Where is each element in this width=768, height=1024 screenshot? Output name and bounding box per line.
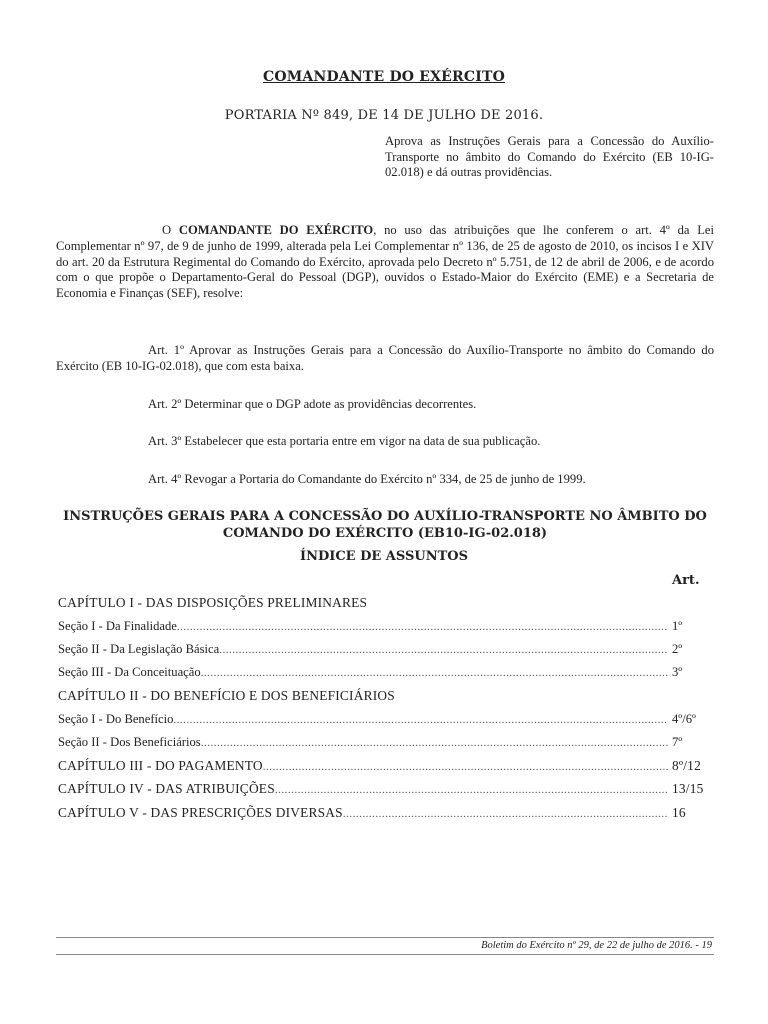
article-1: Art. 1º Aprovar as Instruções Gerais para a Concessão do Auxílio-Transporte no âmbito do Comando do Exército (EB 10-IG-02.018), que com esta baixa. bbox=[56, 343, 714, 373]
article-2: Art. 2º Determinar que o DGP adote as providências decorrentes. bbox=[148, 397, 477, 411]
footer-rule-top bbox=[56, 937, 714, 938]
toc-leader bbox=[201, 737, 668, 749]
document-title: COMANDANTE DO EXÉRCITO bbox=[262, 69, 505, 85]
toc-row: CAPÍTULO III - DO PAGAMENTO ..... 8º/12 bbox=[58, 758, 712, 778]
toc-leader bbox=[219, 644, 668, 656]
toc-row: Seção II - Da Legislação Básica ..... 2º bbox=[58, 642, 712, 662]
preamble-bold: COMANDANTE DO EXÉRCITO bbox=[178, 223, 374, 237]
preamble-lead: O bbox=[162, 223, 172, 237]
toc-leader bbox=[173, 714, 668, 726]
toc-row: Seção I - Do Benefício ..... 4º/6º bbox=[58, 712, 712, 732]
toc-leader bbox=[343, 808, 668, 820]
article-3: Art. 3º Estabelecer que esta portaria entre em vigor na data de sua publicação. bbox=[148, 434, 541, 448]
preamble-paragraph bbox=[56, 223, 714, 302]
ementa-text: Aprova as Instruções Gerais para a Concessão do Auxílio-Transporte no âmbito do Comando do Exército (EB 10-IG-02.018) e dá outras providências. bbox=[385, 134, 714, 179]
index-title: ÍNDICE DE ASSUNTOS bbox=[300, 549, 468, 564]
preamble-text: , no uso das atribuições que lhe conferem o art. 4º da Lei Complementar nº 97, de 9 de junho de 1999, alterada pela Lei Complementar nº 136, de 25 de agosto de 2010, os incisos I e XIV do art. 20 da Estrutura Regimental do Comando do Exército, aprovada pelo Decreto nº 5.751, de 12 de abril de 2006, e de acordo com o que propõe o Departamento-Geral do Pessoal (DGP), ouvidos o Estado-Maior do Exército (EME) e a Secretaria de Economia e Finanças (SEF), resolve: bbox=[56, 223, 714, 301]
toc-row: CAPÍTULO IV - DAS ATRIBUIÇÕES ..... 13/15 bbox=[58, 781, 712, 801]
footer-rule-bottom bbox=[56, 954, 714, 955]
toc-art-column-header: Art. bbox=[672, 573, 700, 588]
instructions-heading: INSTRUÇÕES GERAIS PARA A CONCESSÃO DO AUXÍLIO-TRANSPORTE NO ÂMBITO DO COMANDO DO EXÉRCITO (EB10-IG-02.018) bbox=[63, 509, 707, 541]
toc-leader bbox=[275, 784, 668, 796]
toc-row: Seção III - Da Conceituação ..... 3º bbox=[58, 665, 712, 685]
toc-row: CAPÍTULO II - DO BENEFÍCIO E DOS BENEFICIÁRIOS bbox=[58, 688, 395, 703]
toc-leader bbox=[177, 621, 668, 633]
toc-row: CAPÍTULO V - DAS PRESCRIÇÕES DIVERSAS ..... 16 bbox=[58, 805, 712, 825]
portaria-heading: PORTARIA Nº 849, DE 14 DE JULHO DE 2016. bbox=[224, 108, 544, 123]
article-4: Art. 4º Revogar a Portaria do Comandante do Exército nº 334, de 25 de junho de 1999. bbox=[148, 472, 586, 486]
toc-row: CAPÍTULO I - DAS DISPOSIÇÕES PRELIMINARES bbox=[58, 595, 368, 610]
toc-row: Seção II - Dos Beneficiários ..... 7º bbox=[58, 735, 712, 755]
footer-citation: Boletim do Exército nº 29, de 22 de julho de 2016. - 19 bbox=[481, 940, 712, 951]
toc-leader bbox=[201, 667, 668, 679]
toc-leader bbox=[263, 761, 668, 773]
toc-row: Seção I - Da Finalidade ..... 1º bbox=[58, 619, 712, 639]
